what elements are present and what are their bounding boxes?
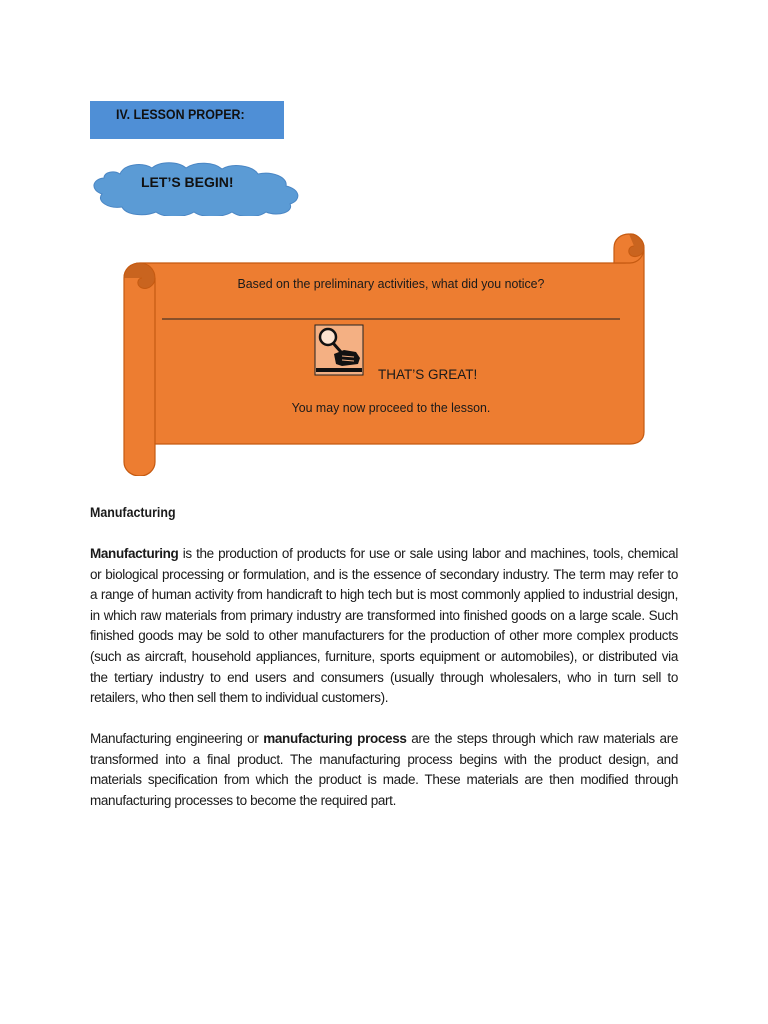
paragraph-1-text: is the production of products for use or sale using labor and machines, tools, chemical or biological processing or formulation, and is the essence of secondary industry. The term may refer to a range of human activity from handicraft to high tech but is most commonly applied to industrial design, in which raw materials from primary industry are transformed into finished goods on a large scale. Such finished goods may be sold to other manufacturers for the production of other more complex products (such as aircraft, household appliances, furniture, sports equipment or automobiles), or distributed via the tertiary industry to end users and consumers (usually through wholesalers, who in turn sell to retailers, who then sell them to individual customers). bbox=[90, 546, 678, 706]
paragraph-1 bbox=[90, 544, 678, 709]
scroll-banner bbox=[122, 232, 646, 476]
article-heading: Manufacturing bbox=[90, 505, 176, 520]
proceed-text: You may now proceed to the lesson. bbox=[291, 400, 491, 415]
paragraph-2-start: Manufacturing engineering or bbox=[90, 731, 264, 746]
scroll-question: Based on the preliminary activities, what did you notice? bbox=[237, 276, 545, 291]
cloud-label: LET’S BEGIN! bbox=[141, 174, 234, 190]
section-title: IV. LESSON PROPER: bbox=[116, 107, 245, 122]
paragraph-2 bbox=[90, 729, 678, 811]
great-text: THAT’S GREAT! bbox=[378, 367, 478, 382]
magnifier-hand-icon bbox=[314, 324, 364, 376]
paragraph-2-bold: manufacturing process bbox=[263, 731, 407, 746]
paragraph-1-bold: Manufacturing bbox=[90, 546, 179, 561]
paragraph-2-text: are the steps through which raw materials are transformed into a final product. The manufacturing process begins with the product design, and materials specification from which the product is made. These materials are then modified through manufacturing processes to become the required part. bbox=[90, 731, 678, 808]
section-title-box bbox=[90, 101, 284, 139]
